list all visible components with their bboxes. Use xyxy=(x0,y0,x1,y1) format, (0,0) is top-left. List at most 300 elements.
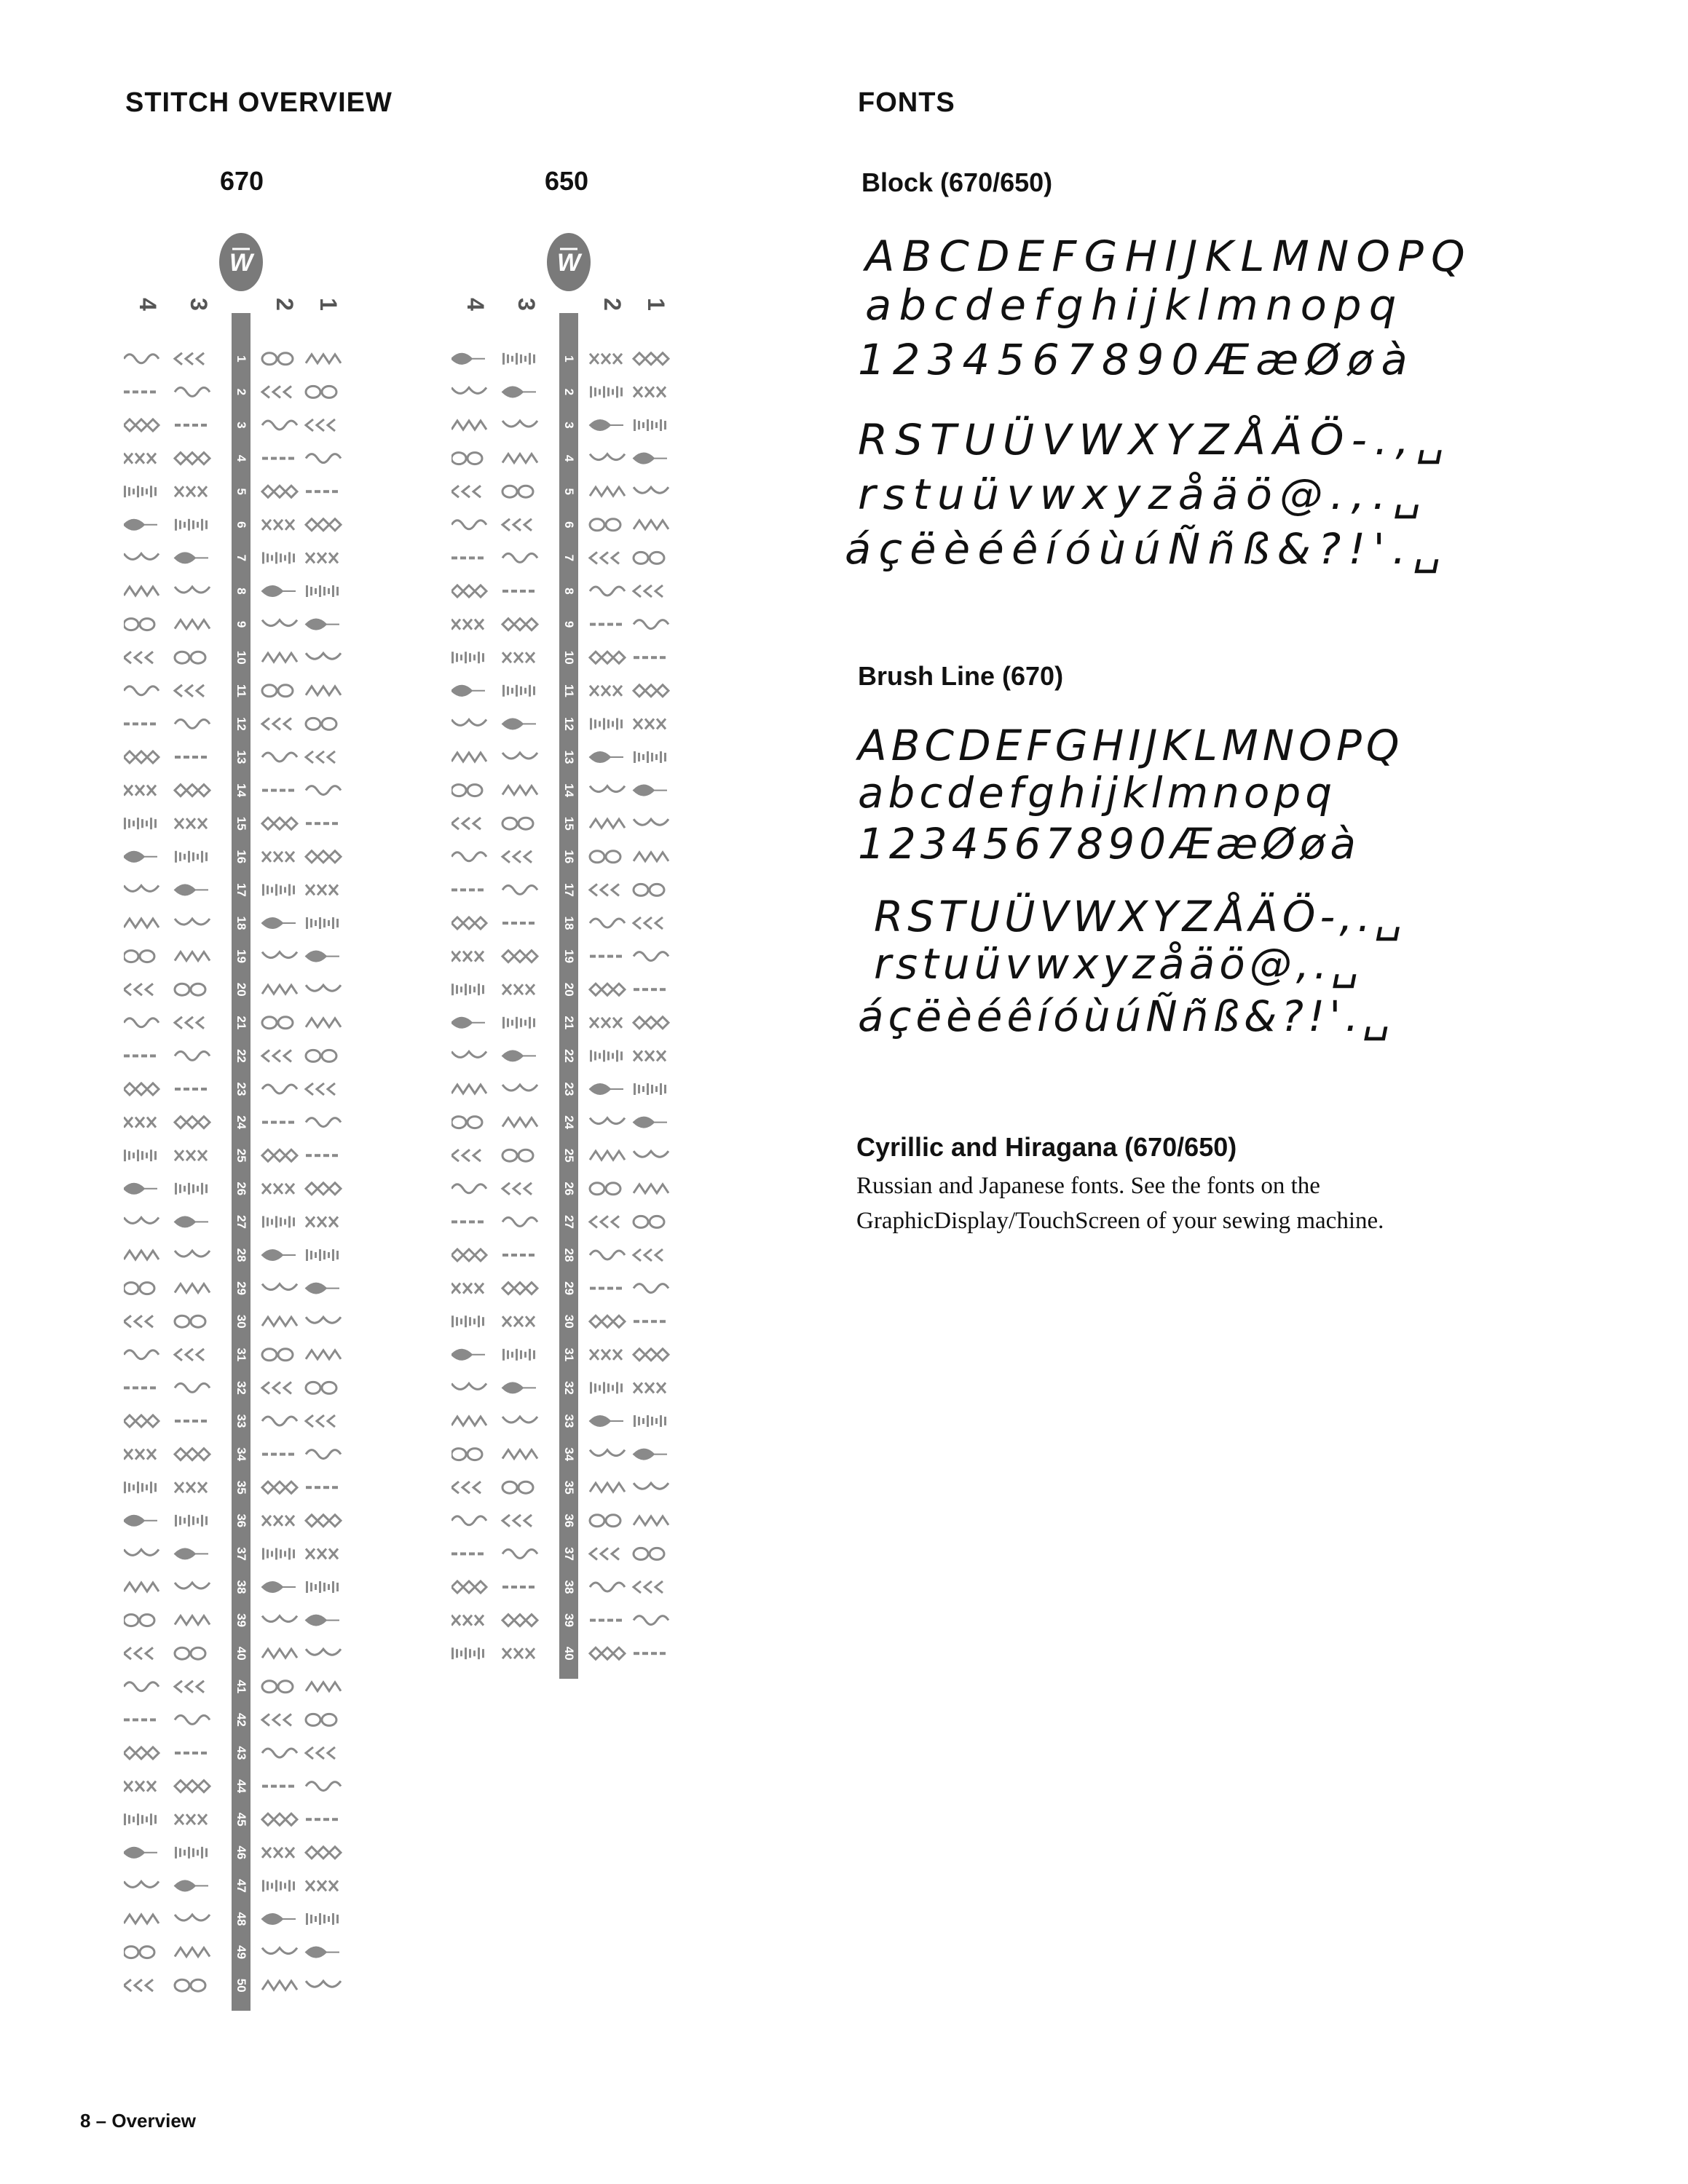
stitch-symbol-icon xyxy=(306,519,341,531)
stitch-row xyxy=(124,1813,338,1827)
stitch-symbol-icon xyxy=(175,1548,208,1559)
stitch-symbol-icon xyxy=(306,1615,339,1626)
stitch-symbol-icon xyxy=(451,1249,486,1261)
stitch-symbol-icon xyxy=(502,885,537,894)
stitch-row xyxy=(124,1415,335,1428)
stitch-symbol-icon xyxy=(634,620,669,629)
stitch-symbol-icon xyxy=(451,984,484,995)
stitch-number: 34 xyxy=(562,1447,576,1462)
stitch-symbol-icon xyxy=(262,457,294,460)
stitch-symbol-icon xyxy=(262,685,293,697)
stitch-row xyxy=(451,917,663,930)
stitch-symbol-icon xyxy=(502,1481,533,1493)
stitch-symbol-icon xyxy=(634,1151,669,1157)
stitch-symbol-icon xyxy=(175,1814,207,1824)
stitch-row xyxy=(124,1580,339,1594)
stitch-symbol-icon xyxy=(590,487,625,496)
stitch-symbol-icon xyxy=(634,1652,666,1655)
stitch-symbol-icon xyxy=(124,1415,159,1427)
stitch-symbol-icon xyxy=(175,851,208,863)
stitch-number: 3 xyxy=(562,422,576,429)
stitch-symbol-icon xyxy=(634,685,669,697)
stitch-row xyxy=(124,717,336,731)
stitch-number: 31 xyxy=(234,1348,248,1362)
stitch-symbol-icon xyxy=(262,1649,297,1658)
stitch-row xyxy=(124,552,338,563)
stitch-symbol-icon xyxy=(451,521,486,529)
brand-logo-text: W xyxy=(229,249,253,277)
stitch-symbol-icon xyxy=(451,1184,486,1193)
stitch-symbol-icon xyxy=(634,1483,669,1489)
stitch-symbol-icon xyxy=(451,951,484,962)
stitch-symbol-icon xyxy=(175,756,207,759)
stitch-symbol-icon xyxy=(590,1183,620,1195)
stitch-symbol-icon xyxy=(306,355,341,363)
stitch-symbol-icon xyxy=(502,1085,537,1091)
stitch-symbol-icon xyxy=(590,955,622,958)
stitch-row xyxy=(124,1912,339,1926)
stitch-symbol-icon xyxy=(502,753,537,759)
stitch-symbol-icon xyxy=(306,1018,341,1027)
stitch-row xyxy=(451,1580,663,1594)
stitch-symbol-icon xyxy=(175,353,204,365)
stitch-number: 21 xyxy=(562,1016,576,1030)
stitch-symbol-icon xyxy=(451,486,481,497)
stitch-symbol-icon xyxy=(590,819,625,828)
stitch-symbol-icon xyxy=(634,1083,666,1095)
stitch-symbol-icon xyxy=(590,386,623,397)
stitch-symbol-icon xyxy=(306,718,336,729)
stitch-symbol-icon xyxy=(306,1486,338,1489)
block-line-5: rstuüvwxyzåäö@.,.␣ xyxy=(858,470,1429,519)
stitch-symbol-icon xyxy=(502,353,535,365)
stitch-symbol-icon xyxy=(124,786,156,796)
stitch-row xyxy=(124,1713,336,1727)
stitch-symbol-icon xyxy=(124,751,159,763)
stitch-symbol-icon xyxy=(306,1747,335,1759)
stitch-symbol-icon xyxy=(124,722,156,725)
stitch-number: 2 xyxy=(234,388,248,396)
column-header-4: 4 xyxy=(462,298,489,311)
stitch-symbol-icon xyxy=(502,1017,535,1029)
stitch-symbol-icon xyxy=(262,1948,297,1954)
stitch-number: 1 xyxy=(562,355,576,363)
stitch-row xyxy=(451,1381,666,1395)
stitch-symbol-icon xyxy=(124,1150,157,1161)
stitch-symbol-icon xyxy=(451,556,484,559)
stitch-number: 19 xyxy=(234,949,248,964)
stitch-number: 26 xyxy=(234,1182,248,1196)
stitch-row xyxy=(451,751,666,764)
stitch-symbol-icon xyxy=(262,952,297,958)
stitch-symbol-icon xyxy=(124,419,159,431)
fonts-heading: FONTS xyxy=(858,87,955,118)
stitch-symbol-icon xyxy=(451,1383,486,1389)
stitch-symbol-icon xyxy=(451,1150,481,1161)
stitch-number: 9 xyxy=(562,620,576,628)
stitch-symbol-icon xyxy=(451,387,486,393)
stitch-symbol-icon xyxy=(124,852,157,862)
stitch-symbol-icon xyxy=(502,454,537,463)
stitch-symbol-icon xyxy=(262,1548,295,1559)
stitch-symbol-icon xyxy=(306,1283,339,1294)
stitch-symbol-icon xyxy=(634,917,663,929)
stitch-symbol-icon xyxy=(175,1515,208,1527)
stitch-number: 4 xyxy=(562,454,576,462)
stitch-symbol-icon xyxy=(502,1118,537,1127)
stitch-number: 24 xyxy=(562,1115,576,1130)
stitch-symbol-icon xyxy=(634,656,666,659)
stitch-symbol-icon xyxy=(306,951,339,962)
stitch-symbol-icon xyxy=(502,619,537,630)
stitch-symbol-icon xyxy=(124,919,159,927)
stitch-symbol-icon xyxy=(124,1813,157,1825)
stitch-symbol-icon xyxy=(451,753,486,761)
stitch-symbol-icon xyxy=(124,687,159,695)
stitch-symbol-icon xyxy=(124,520,157,530)
block-line-6: áçëèéêíóùúÑñß&?!'.␣ xyxy=(845,524,1448,574)
stitch-symbol-icon xyxy=(502,1183,532,1195)
stitch-symbol-icon xyxy=(262,1516,294,1526)
stitch-number: 40 xyxy=(234,1646,248,1661)
stitch-symbol-icon xyxy=(175,818,207,828)
stitch-row xyxy=(124,817,338,831)
stitch-symbol-icon xyxy=(175,1847,208,1859)
stitch-number: 6 xyxy=(234,521,248,529)
stitch-symbol-icon xyxy=(175,785,210,796)
stitch-symbol-icon xyxy=(306,1183,341,1195)
stitch-row xyxy=(451,552,664,563)
stitch-number: 14 xyxy=(562,783,576,798)
stitch-symbol-icon xyxy=(451,1481,481,1493)
stitch-number: 23 xyxy=(234,1082,248,1096)
stitch-symbol-icon xyxy=(451,453,482,464)
stitch-number: 31 xyxy=(562,1348,576,1362)
stitch-symbol-icon xyxy=(590,786,625,792)
stitch-symbol-icon xyxy=(262,1785,294,1788)
stitch-number: 14 xyxy=(234,783,248,798)
stitch-symbol-icon xyxy=(262,1914,296,1924)
stitch-symbol-icon xyxy=(262,718,291,729)
stitch-symbol-icon xyxy=(124,1647,153,1659)
stitch-symbol-icon xyxy=(590,652,625,663)
stitch-symbol-icon xyxy=(634,786,667,796)
stitch-symbol-icon xyxy=(175,1915,210,1920)
stitch-symbol-icon xyxy=(175,1420,207,1423)
stitch-chart-650 xyxy=(451,218,692,2038)
stitch-symbol-icon xyxy=(175,885,208,895)
stitch-symbol-icon xyxy=(634,1284,669,1293)
stitch-symbol-icon xyxy=(451,785,482,796)
stitch-symbol-icon xyxy=(124,1449,156,1460)
stitch-symbol-icon xyxy=(502,590,535,593)
stitch-symbol-icon xyxy=(306,1382,336,1393)
stitch-symbol-icon xyxy=(175,652,205,663)
stitch-symbol-icon xyxy=(124,1516,157,1526)
stitch-symbol-icon xyxy=(451,1018,485,1028)
stitch-number: 18 xyxy=(562,916,576,930)
stitch-symbol-icon xyxy=(502,486,533,497)
stitch-symbol-icon xyxy=(175,1150,207,1160)
stitch-symbol-icon xyxy=(590,1647,625,1659)
stitch-row xyxy=(451,1215,664,1229)
stitch-number: 22 xyxy=(234,1048,248,1063)
stitch-symbol-icon xyxy=(306,917,339,929)
brush-line-1: ABCDEFGHIJKLMNOPQ xyxy=(858,721,1404,770)
stitch-number: 18 xyxy=(234,916,248,930)
stitch-symbol-icon xyxy=(175,1017,204,1029)
stitch-symbol-icon xyxy=(451,1516,486,1525)
stitch-symbol-icon xyxy=(124,1881,159,1887)
stitch-symbol-icon xyxy=(262,1582,296,1592)
stitch-symbol-icon xyxy=(590,354,622,364)
stitch-symbol-icon xyxy=(262,1382,291,1393)
stitch-symbol-icon xyxy=(175,984,205,995)
stitch-row xyxy=(124,1879,338,1893)
stitch-symbol-icon xyxy=(634,1616,669,1625)
stitch-symbol-icon xyxy=(634,884,664,895)
stitch-number: 19 xyxy=(562,949,576,964)
stitch-number: 7 xyxy=(234,554,248,562)
stitch-symbol-icon xyxy=(262,520,294,530)
stitch-symbol-icon xyxy=(502,1316,535,1326)
block-line-3: 1234567890ÆæØøà xyxy=(858,335,1415,384)
stitch-symbol-icon xyxy=(306,885,338,895)
stitch-symbol-icon xyxy=(306,1649,341,1655)
stitch-number: 42 xyxy=(234,1712,248,1727)
stitch-number: 46 xyxy=(234,1845,248,1860)
stitch-symbol-icon xyxy=(175,1383,210,1392)
cyrillic-font-title: Cyrillic and Hiragana (670/650) xyxy=(856,1132,1237,1162)
stitch-symbol-icon xyxy=(124,652,153,663)
stitch-symbol-icon xyxy=(451,1350,485,1360)
stitch-symbol-icon xyxy=(124,1117,156,1128)
stitch-symbol-icon xyxy=(306,751,335,763)
stitch-symbol-icon xyxy=(634,952,669,961)
brand-logo-text: W xyxy=(556,249,581,277)
stitch-symbol-icon xyxy=(451,1117,482,1128)
stitch-row xyxy=(124,419,335,431)
stitch-symbol-icon xyxy=(124,1615,154,1626)
stitch-overview-heading: STITCH OVERVIEW xyxy=(125,87,393,118)
stitch-symbol-icon xyxy=(634,487,669,493)
column-header-2: 2 xyxy=(272,298,298,311)
stitch-symbol-icon xyxy=(262,918,296,928)
stitch-symbol-icon xyxy=(634,1051,666,1061)
stitch-symbol-icon xyxy=(451,1051,486,1057)
stitch-symbol-icon xyxy=(306,1682,341,1691)
stitch-symbol-icon xyxy=(262,653,297,662)
stitch-symbol-icon xyxy=(124,1747,159,1759)
stitch-symbol-icon xyxy=(451,818,481,829)
stitch-symbol-icon xyxy=(306,1880,338,1891)
stitch-symbol-icon xyxy=(124,885,159,891)
stitch-symbol-icon xyxy=(262,1349,293,1361)
stitch-symbol-icon xyxy=(451,620,484,630)
stitch-symbol-icon xyxy=(262,1453,294,1456)
stitch-symbol-icon xyxy=(306,454,341,463)
stitch-symbol-icon xyxy=(634,1382,666,1393)
stitch-row xyxy=(451,419,666,431)
stitch-symbol-icon xyxy=(124,1350,159,1359)
stitch-number: 36 xyxy=(562,1514,576,1528)
stitch-symbol-icon xyxy=(124,1583,159,1591)
stitch-number: 4 xyxy=(234,454,248,462)
brush-line-3: 1234567890ÆæØøà xyxy=(858,819,1360,869)
stitch-symbol-icon xyxy=(262,1216,295,1227)
stitch-symbol-icon xyxy=(124,1083,159,1095)
stitch-symbol-icon xyxy=(124,1184,157,1194)
stitch-symbol-icon xyxy=(175,1583,210,1588)
stitch-chart-670 xyxy=(124,218,364,2038)
stitch-symbol-icon xyxy=(175,952,210,961)
brand-logo-icon xyxy=(547,233,591,291)
stitch-symbol-icon xyxy=(306,1415,335,1427)
stitch-symbol-icon xyxy=(590,1287,622,1290)
stitch-symbol-icon xyxy=(262,1085,297,1093)
stitch-number: 47 xyxy=(234,1878,248,1893)
stitch-number: 20 xyxy=(234,982,248,997)
stitch-number: 36 xyxy=(234,1514,248,1528)
stitch-symbol-icon xyxy=(124,355,159,363)
stitch-symbol-icon xyxy=(262,552,295,563)
stitch-symbol-icon xyxy=(590,1251,625,1259)
stitch-symbol-icon xyxy=(502,1515,532,1527)
stitch-number: 9 xyxy=(234,620,248,628)
stitch-symbol-icon xyxy=(175,1051,210,1060)
stitch-number: 6 xyxy=(562,521,576,529)
stitch-symbol-icon xyxy=(634,387,666,397)
brush-line-2: abcdefghijklmnopq xyxy=(858,768,1337,818)
stitch-symbol-icon xyxy=(124,1979,153,1991)
column-header-1: 1 xyxy=(643,298,669,311)
stitch-symbol-icon xyxy=(175,1349,204,1361)
stitch-row xyxy=(451,1415,666,1428)
stitch-number: 35 xyxy=(234,1480,248,1495)
stitch-number: 24 xyxy=(234,1115,248,1130)
stitch-symbol-icon xyxy=(262,1284,297,1290)
stitch-symbol-icon xyxy=(634,819,669,825)
stitch-number: 28 xyxy=(562,1248,576,1262)
stitch-number: 10 xyxy=(234,650,248,665)
stitch-symbol-icon xyxy=(590,587,625,596)
stitch-symbol-icon xyxy=(590,1515,620,1527)
stitch-symbol-icon xyxy=(590,454,625,460)
stitch-symbol-icon xyxy=(124,818,157,829)
stitch-symbol-icon xyxy=(306,1050,336,1061)
stitch-number: 16 xyxy=(562,850,576,864)
stitch-symbol-icon xyxy=(502,1217,537,1226)
column-header-4: 4 xyxy=(135,298,161,311)
stitch-symbol-icon xyxy=(262,1714,291,1725)
stitch-symbol-icon xyxy=(590,552,619,563)
stitch-symbol-icon xyxy=(634,852,669,861)
stitch-symbol-icon xyxy=(502,786,537,795)
block-line-2: abcdefghijklmnopq xyxy=(865,280,1404,330)
stitch-symbol-icon xyxy=(175,620,210,629)
stitch-symbol-icon xyxy=(634,1320,666,1323)
stitch-number: 40 xyxy=(562,1646,576,1661)
stitch-symbol-icon xyxy=(175,519,208,531)
stitch-number: 50 xyxy=(234,1978,248,1993)
stitch-symbol-icon xyxy=(124,454,156,464)
stitch-number: 12 xyxy=(234,716,248,731)
stitch-number: 8 xyxy=(562,587,576,595)
stitch-symbol-icon xyxy=(634,1017,669,1029)
stitch-symbol-icon xyxy=(306,653,341,659)
stitch-symbol-icon xyxy=(306,1714,336,1725)
stitch-symbol-icon xyxy=(175,587,210,593)
stitch-symbol-icon xyxy=(590,623,622,626)
stitch-symbol-icon xyxy=(262,1050,291,1061)
stitch-symbol-icon xyxy=(502,1549,537,1558)
stitch-symbol-icon xyxy=(175,553,208,563)
stitch-symbol-icon xyxy=(262,486,297,497)
stitch-symbol-icon xyxy=(590,1350,622,1360)
stitch-symbol-icon xyxy=(502,1283,537,1294)
stitch-symbol-icon xyxy=(634,585,663,597)
stitch-row xyxy=(124,751,335,764)
stitch-symbol-icon xyxy=(451,1647,484,1659)
stitch-symbol-icon xyxy=(262,1150,297,1161)
stitch-symbol-icon xyxy=(451,1085,486,1093)
stitch-symbol-icon xyxy=(306,1818,338,1821)
stitch-number: 7 xyxy=(562,554,576,562)
stitch-row xyxy=(124,486,338,497)
stitch-symbol-icon xyxy=(306,1154,338,1157)
stitch-number: 13 xyxy=(562,750,576,764)
stitch-number: 5 xyxy=(562,488,576,495)
stitch-row xyxy=(124,1149,338,1163)
brand-logo-icon xyxy=(219,233,263,291)
stitch-number: 49 xyxy=(234,1945,248,1960)
stitch-number: 30 xyxy=(562,1314,576,1329)
stitch-symbol-icon xyxy=(124,1217,159,1223)
stitch-symbol-icon xyxy=(502,719,536,729)
stitch-symbol-icon xyxy=(306,1947,339,1958)
stitch-symbol-icon xyxy=(262,1681,293,1693)
stitch-symbol-icon xyxy=(502,553,537,562)
stitch-symbol-icon xyxy=(590,984,625,995)
stitch-number: 38 xyxy=(562,1580,576,1594)
stitch-symbol-icon xyxy=(175,1482,207,1492)
stitch-symbol-icon xyxy=(451,1220,484,1223)
stitch-symbol-icon xyxy=(451,1449,482,1460)
stitch-symbol-icon xyxy=(262,353,293,365)
stitch-symbol-icon xyxy=(262,620,297,626)
stitch-number: 48 xyxy=(234,1912,248,1926)
stitch-symbol-icon xyxy=(634,1516,669,1525)
stitch-symbol-icon xyxy=(634,1349,669,1361)
stitch-number: 27 xyxy=(234,1214,248,1229)
stitch-symbol-icon xyxy=(262,884,295,895)
stitch-row xyxy=(124,1381,336,1395)
stitch-symbol-icon xyxy=(306,1249,339,1261)
stitch-symbol-icon xyxy=(590,1151,625,1160)
stitch-symbol-icon xyxy=(262,1481,297,1493)
stitch-symbol-icon xyxy=(590,1619,622,1622)
stitch-symbol-icon xyxy=(306,1782,341,1791)
stitch-symbol-icon xyxy=(262,1981,297,1990)
stitch-symbol-icon xyxy=(502,984,535,994)
stitch-number: 21 xyxy=(234,1016,248,1030)
stitch-symbol-icon xyxy=(124,1386,156,1389)
stitch-symbol-icon xyxy=(124,1251,159,1259)
stitch-symbol-icon xyxy=(306,851,341,863)
stitch-symbol-icon xyxy=(124,553,159,559)
stitch-symbol-icon xyxy=(175,1752,207,1754)
cyrillic-description-line-2: GraphicDisplay/TouchScreen of your sewing machine. xyxy=(856,1208,1384,1234)
